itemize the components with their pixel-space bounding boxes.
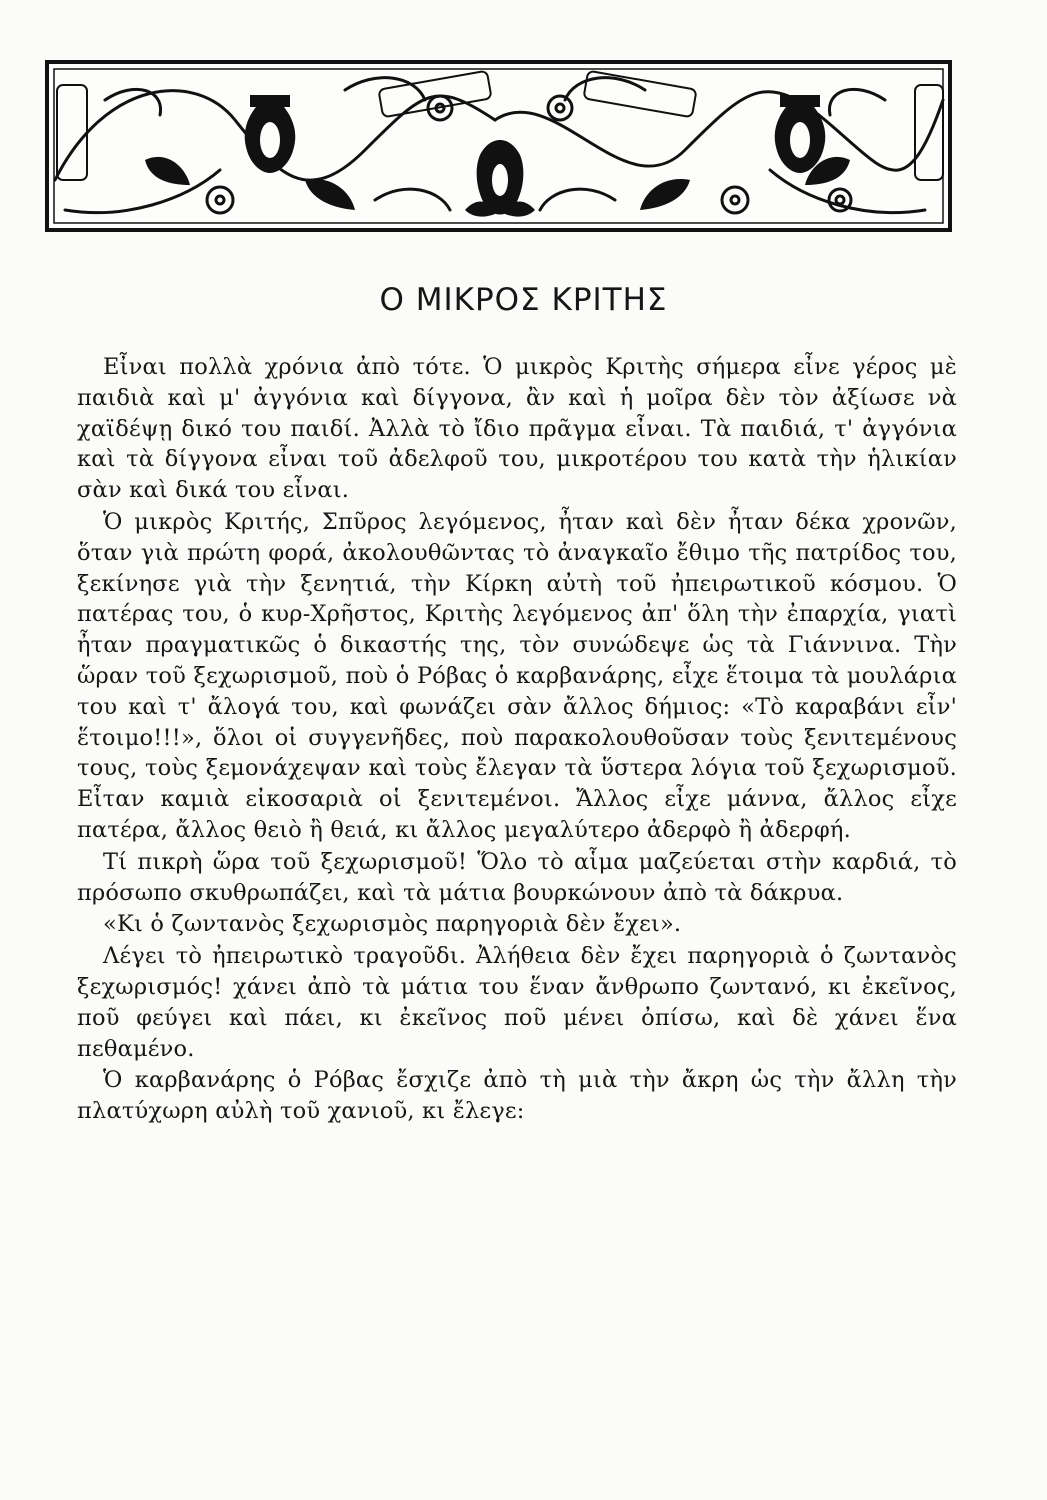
body-text bbox=[77, 352, 957, 1128]
paragraph: Ὁ καρβανάρης ὁ Ρόβας ἔσχιζε ἀπὸ τὴ μιὰ τὴν ἄκρη ὡς τὴν ἄλλη τὴν πλατύχωρη αὐλὴ τοῦ χανιοῦ, κι ἔλεγε: bbox=[77, 1067, 957, 1125]
paragraph: Εἶναι πολλὰ χρόνια ἀπὸ τότε. Ὁ μικρὸς Κριτὴς σήμερα εἶνε γέρος μὲ παιδιὰ καὶ μ' ἀγγόνια καὶ δίγγονα, ἂν καὶ ἡ μοῖρα δὲν τὸν ἀξίωσε νὰ χαϊδέψῃ δικό του παιδί. Ἀλλὰ τὸ ἴδιο πρᾶγμα εἶναι. Τὰ παιδιά, τ' ἀγγόνια καὶ τὰ δίγγονα εἶναι τοῦ ἀδελφοῦ του, μικροτέρου του κατὰ τὴν ἡλικίαν σὰν καὶ δικά του εἶναι. bbox=[77, 354, 957, 504]
page-title: Ο ΜΙΚΡΟΣ ΚΡΙΤΗΣ bbox=[379, 282, 668, 318]
paragraph: «Κι ὁ ζωντανὸς ξεχωρισμὸς παρηγοριὰ δὲν ἔχει». bbox=[103, 911, 682, 938]
paragraph: Ὁ μικρὸς Κριτής, Σπῦρος λεγόμενος, ἦταν καὶ δὲν ἦταν δέκα χρονῶν, ὅταν γιὰ πρώτη φορά, ἀκολουθῶντας τὸ ἀναγκαῖο ἔθιμο τῆς πατρίδος του, ξεκίνησε γιὰ τὴν ξενητιά, τὴν Κίρκη αὐτὴ τοῦ ἠπειρωτικοῦ κόσμου. Ὁ πατέρας του, ὁ κυρ-Χρῆστος, Κριτὴς λεγόμενος ἀπ' ὅλη τὴν ἐπαρχία, γιατὶ ἦταν πραγματικῶς ὁ δικαστής της, τὸν συνώδεψε ὡς τὰ Γιάννινα. Τὴν ὥραν τοῦ ξεχωρισμοῦ, ποὺ ὁ Ρόβας ὁ καρβανάρης, εἶχε ἕτοιμα τὰ μουλάρια του καὶ τ' ἄλογά του, καὶ φωνάζει σὰν ἄλλος δήμιος: «Τὸ καραβάνι εἶν' ἕτοιμο!!!», ὅλοι οἱ συγγενῆδες, ποὺ παρακολουθοῦσαν τοὺς ξενιτεμένους τους, τοὺς ξεμονάχεψαν καὶ τοὺς ἔλεγαν τὰ ὕστερα λόγια τοῦ ξεχωρισμοῦ. Εἶταν καμιὰ εἰκοσαριὰ οἱ ξενιτεμένοι. Ἄλλος εἶχε μάννα, ἄλλος εἶχε πατέρα, ἄλλος θειὸ ἢ θειά, κι ἄλλος μεγαλύτερο ἀδερφὸ ἢ ἀδερφή. bbox=[77, 508, 957, 843]
paragraph: Λέγει τὸ ἠπειρωτικὸ τραγοῦδι. Ἀλήθεια δὲν ἔχει παρηγοριὰ ὁ ζωντανὸς ξεχωρισμός! χάνει ἀπὸ τὰ μάτια του ἕναν ἄνθρωπο ζωντανό, κι ἐκεῖνος, ποῦ φεύγει καὶ πάει, κι ἐκεῖνος ποῦ μένει ὀπίσω, καὶ δὲ χάνει ἕνα πεθαμένο. bbox=[77, 943, 957, 1062]
decorative-ornament-band bbox=[45, 60, 952, 232]
paragraph: Τί πικρὴ ὥρα τοῦ ξεχωρισμοῦ! Ὅλο τὸ αἷμα μαζεύεται στὴν καρδιά, τὸ πρόσωπο σκυθρωπάζει, καὶ τὰ μάτια βουρκώνουν ἀπὸ τὰ δάκρυα. bbox=[77, 848, 957, 906]
